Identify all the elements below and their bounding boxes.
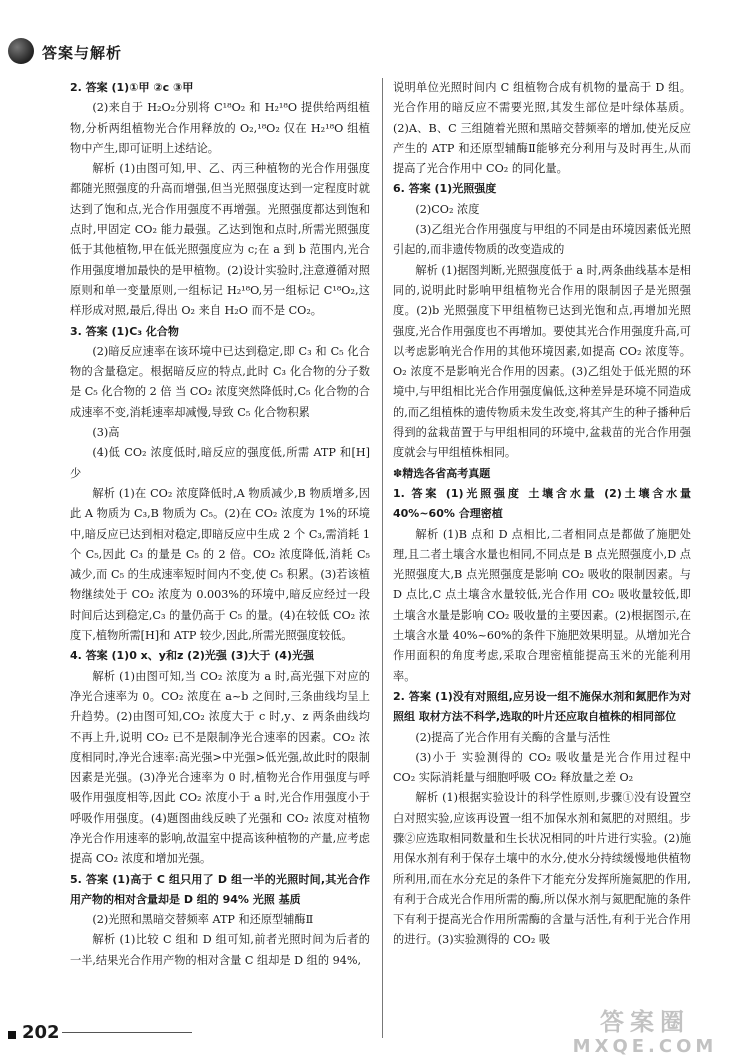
paragraph: (2)光照和黑暗交替频率 ATP 和还原型辅酶Ⅱ <box>92 913 314 927</box>
paragraph: 说明单位光照时间内 C 组植物合成有机物的量高于 D 组。光合作用的暗反应不需要光照,其发生部位是叶绿体基质。(2)A、B、C 三组随着光照和黑暗交替频率的增加,使光反应产生的 ATP 和还原型辅酶Ⅱ能够充分利用与及时再生,从而提高了光合作用中 CO₂ 的同化量。 <box>393 81 691 176</box>
paragraph: (2)提高了光合作用有关酶的含量与活性 <box>415 730 611 744</box>
paragraph: (4)低 CO₂ 浓度低时,暗反应的强度低,所需 ATP 和[H]少 <box>70 446 370 480</box>
answer-heading: 4. 答案 (1)0 x、y和z (2)光强 (3)大于 (4)光强 <box>70 649 314 663</box>
watermark-bottom: MXQE.COM <box>572 1036 718 1057</box>
paragraph: (2)暗反应速率在该环境中已达到稳定,即 C₃ 和 C₅ 化合物的含量稳定。根据暗反应的特点,此时 C₃ 化合物的分子数是 C₅ 化合物的 2 倍 当 CO₂ 浓度突然降低时,C₅ 化合物的合成速率不变,消耗速率却减慢,导致 C₅ 化合物积累 <box>70 344 370 419</box>
paragraph: 解析 (1)比较 C 组和 D 组可知,前者光照时间为后者的一半,结果光合作用产物的相对含量 C 组却是 D 组的 94%, <box>70 933 370 967</box>
answer-heading: 1. 答案 (1)光照强度 土壤含水量 (2)土壤含水量 40%~60% 合理密植 <box>393 486 691 521</box>
paragraph: 解析 (1)在 CO₂ 浓度降低时,A 物质减少,B 物质增多,因此 A 物质为 C₃,B 物质为 C₅。(2)在 CO₂ 浓度为 1%的环境中,暗反应已达到相对稳定,即暗反应中生成 2 个 C₃,需消耗 1 个 C₅,因此 C₃ 的量是 C₅ 的 2 倍。CO₂ 浓度降低,消耗 C₅ 减少,而 C₅ 的生成速率短时间内不变,使 C₅ 积累。(3)若该植物继续处于 CO₂ 浓度为 0.003%的环境中,暗反应经过一段时间后达到稳定,C₃ 的量仍高于 C₅ 的量。(4)在较低 CO₂ 浓度下,植物所需[H]和 ATP 较少,因此,所需光照强度较低。 <box>70 486 370 643</box>
paragraph: 解析 (1)由图可知,当 CO₂ 浓度为 a 时,高光强下对应的净光合速率为 0。CO₂ 浓度在 a~b 之间时,三条曲线均呈上升趋势。(2)由图可知,CO₂ 浓度大于 c 时,y、z 两条曲线均不再上升,说明 CO₂ 已不是限制净光合速率的因素。CO₂ 浓度相同时,净光合速率:高光强>中光强>低光强,故此时的限制因素是光强。(3)净光合速率为 0 时,植物光合作用强度与呼吸作用强度相等,因此 CO₂ 浓度小于 a 时,光合作用强度小于呼吸作用强度。(4)题图曲线反映了光强和 CO₂ 浓度对植物净光合作用速率的影响,故温室中提高该种植物的产量,应考虑提高 CO₂ 浓度和增加光强。 <box>70 669 370 866</box>
answer-heading: ✽精选各省高考真题 <box>393 466 491 480</box>
paragraph: (3)乙组光合作用强度与甲组的不同是由环境因素低光照引起的,而非遗传物质的改变造成的 <box>393 223 691 257</box>
watermark-top: 答案圈 <box>600 1008 690 1036</box>
answer-heading: 2. 答案 (1)①甲 ②c ③甲 <box>70 81 194 94</box>
paragraph: (3)小于 实验测得的 CO₂ 吸收量是光合作用过程中 CO₂ 实际消耗量与细胞呼吸 CO₂ 释放量之差 O₂ <box>393 750 691 785</box>
header-title: 答案与解析 <box>42 44 123 62</box>
footer-square-icon <box>8 1031 16 1039</box>
paragraph: (2)来自于 H₂O₂分别将 C¹⁸O₂ 和 H₂¹⁸O 提供给两组植物,分析两组植物光合作用释放的 O₂,¹⁸O₂ 仅在 H₂¹⁸O 组植物中产生,即可证明上述结论。 <box>70 101 370 155</box>
left-column <box>70 78 370 1018</box>
paragraph: 解析 (1)B 点和 D 点相比,二者相同点是都做了施肥处理,且二者土壤含水量也相同,不同点是 B 点光照强度小,D 点光照强度大,B 点光照强度是影响 CO₂ 吸收的限制因素。与 D 点比,C 点土壤含水量较低,光合作用 CO₂ 吸收量较低,即土壤含水量是影响 CO₂ 吸收量的主要因素。(2)根据图示,在土壤含水量 40%~60%的条件下施肥效果明显。从增加光合作用面积的角度考虑,采取合理密植能提高玉米的光能利用率。 <box>393 527 691 683</box>
paragraph: (3)高 <box>92 426 120 440</box>
column-divider <box>382 78 383 1038</box>
right-column <box>393 78 691 1018</box>
paragraph: 解析 (1)据图判断,光照强度低于 a 时,两条曲线基本是相同的,说明此时影响甲组植物光合作用的限制因子是光照强度。(2)b 光照强度下甲组植物已达到光饱和点,再增加光照强度,光合作用强度也不再增加。要使其光合作用强度升高,可以考虑影响光合作用的其他环境因素,如提高 CO₂ 浓度等。O₂ 浓度不是影响光合作用的因素。(3)乙组处于低光照的环境中,与甲组相比光合作用强度偏低,这种差异是环境不同造成的,而乙组植株的遗传物质未发生改变,将其产生的种子播种后得到的盆栽苗置于与甲组相同的环境中,盆栽苗的光合作用强度就会与甲组植株相同。 <box>393 263 691 460</box>
answer-heading: 5. 答案 (1)高于 C 组只用了 D 组一半的光照时间,其光合作用产物的相对含量却是 D 组的 94% 光照 基质 <box>70 872 370 906</box>
answer-heading: 6. 答案 (1)光照强度 <box>393 182 497 196</box>
paragraph: 解析 (1)由图可知,甲、乙、丙三种植物的光合作用强度都随光照强度的升高而增强,但当光照强度达到一定程度时就达到了饱和点,光合作用强度不再增强。光照强度都达到饱和点时,甲固定 CO₂ 能力最强。乙达到饱和点时,所需光照强度低于其他植物,甲在低光照强度应为 c;在 a 到 b 范围内,光合作用强度增加最快的是甲植物。(2)设计实验时,注意遵循对照原则和单一变量原则,一组标记 H₂¹⁸O,另一组标记 C¹⁸O₂,这样形成对照,最后,得出 O₂ 来自 H₂O 而不是 CO₂。 <box>70 162 370 318</box>
page-header <box>0 0 750 70</box>
paragraph: (2)CO₂ 浓度 <box>415 202 480 216</box>
answer-heading: 3. 答案 (1)C₃ 化合物 <box>70 324 179 338</box>
paragraph: 解析 (1)根据实验设计的科学性原则,步骤①没有设置空白对照实验,应该再设置一组不加保水剂和氮肥的对照组。步骤②应选取相同数量和生长状况相同的叶片进行实验。(2)施用保水剂有利于保存土壤中的水分,使水分持续缓慢地供植物所利用,而在水分充足的条件下才能充分发挥所施氮肥的作用,有利于合成光合作用所需的酶,所以保水剂与氮肥配施的条件下有利于提高光合作用所需酶的含量与活性,有利于光合作用的进行。(3)实验测得的 CO₂ 吸 <box>393 791 691 947</box>
watermark <box>560 1008 730 1060</box>
footer-rule <box>62 1032 192 1033</box>
page-number: 202 <box>22 1022 60 1043</box>
book-logo-icon <box>8 38 34 64</box>
answer-heading: 2. 答案 (1)没有对照组,应另设一组不施保水剂和氮肥作为对照组 取材方法不科学,选取的叶片还应取自植株的相同部位 <box>393 689 691 724</box>
